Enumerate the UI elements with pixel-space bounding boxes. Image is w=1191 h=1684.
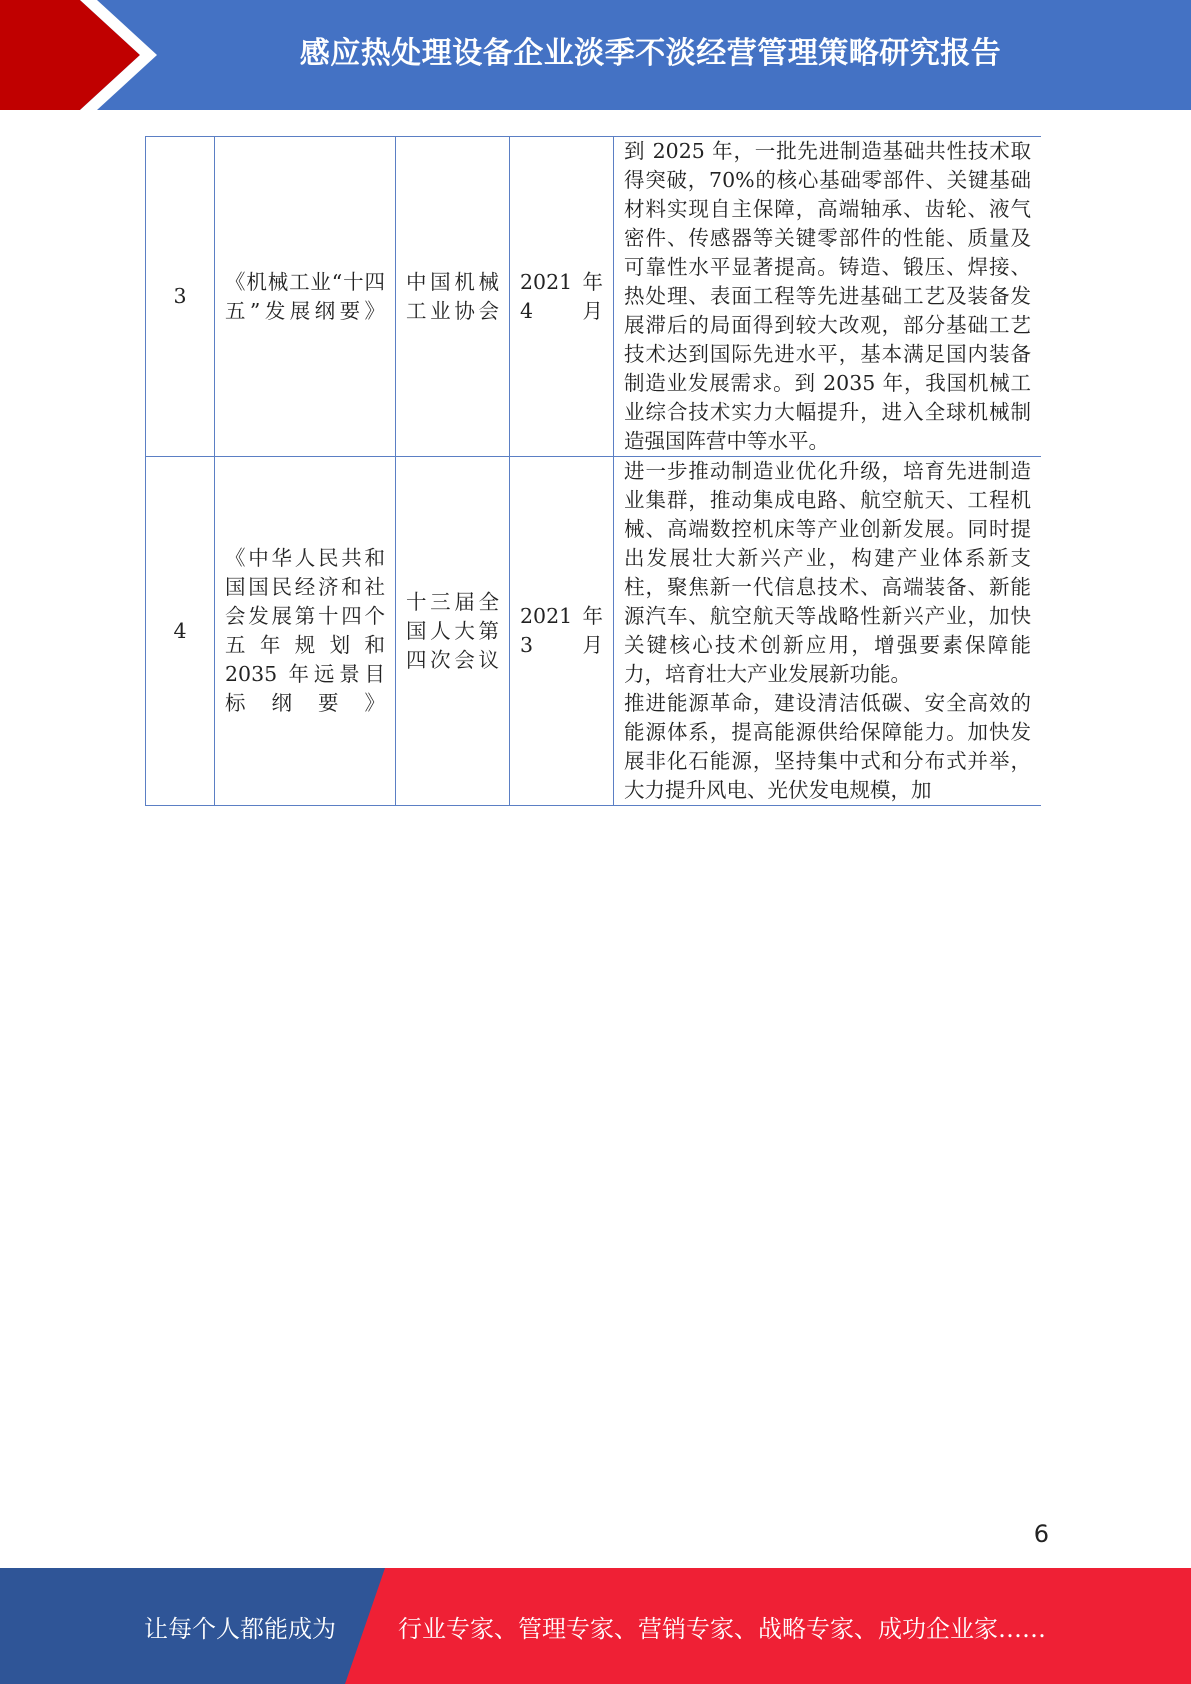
issuer-cell: 中国机械工业协会 bbox=[396, 137, 510, 457]
policy-name-cell: 《机械工业“十四五”发展纲要》 bbox=[215, 137, 396, 457]
content-paragraph: 进一步推动制造业优化升级，培育先进制造业集群，推动集成电路、航空航天、工程机械、高端数控机床等产业创新发展。同时提出发展壮大新兴产业，构建产业体系新支柱，聚焦新一代信息技术、高端装备、新能源汽车、航空航天等战略性新兴产业，加快关键核心技术创新应用，增强要素保障能力，培育壮大产业发展新功能。 bbox=[624, 459, 1031, 686]
issuer-cell: 十三届全国人大第四次会议 bbox=[396, 457, 510, 806]
content-paragraph: 到 2025 年，一批先进制造基础共性技术取得突破，70%的核心基础零部件、关键基础材料实现自主保障，高端轴承、齿轮、液气密件、传感器等关键零部件的性能、质量及可靠性水平显著提高。铸造、锻压、焊接、热处理、表面工程等先进基础工艺及装备发展滞后的局面得到较大改观，部分基础工艺技术达到国际先进水平，基本满足国内装备制造业发展需求。到 2035 年，我国机械工业综合技术实力大幅提升，进入全球机械制造强国阵营中等水平。 bbox=[624, 139, 1031, 453]
row-number-cell: 4 bbox=[146, 457, 215, 806]
date-cell: 2021 年 4 月 bbox=[510, 137, 614, 457]
page-footer bbox=[0, 1568, 1191, 1684]
footer-slogan-right: 行业专家、管理专家、营销专家、战略专家、成功企业家…… bbox=[398, 1614, 1046, 1643]
footer-slogan-left: 让每个人都能成为 bbox=[144, 1614, 336, 1643]
content-paragraph: 推进能源革命，建设清洁低碳、安全高效的能源体系，提高能源供给保障能力。加快发展非化石能源，坚持集中式和分布式并举，大力提升风电、光伏发电规模，加 bbox=[624, 691, 1031, 802]
table-row bbox=[146, 137, 1042, 457]
date-cell: 2021 年 3 月 bbox=[510, 457, 614, 806]
page-number: 6 bbox=[1033, 1520, 1049, 1548]
page-header bbox=[0, 0, 1191, 110]
content-cell bbox=[614, 137, 1042, 457]
header-arrow-decoration bbox=[0, 0, 170, 110]
policy-name-cell: 《中华人民共和国国民经济和社会发展第十四个五年规划和 2035 年远景目标纲要》 bbox=[215, 457, 396, 806]
content-cell bbox=[614, 457, 1042, 806]
report-title: 感应热处理设备企业淡季不淡经营管理策略研究报告 bbox=[299, 36, 1002, 71]
row-number-cell: 3 bbox=[146, 137, 215, 457]
policy-table-container bbox=[145, 136, 1041, 870]
policy-table bbox=[145, 136, 1041, 806]
table-row bbox=[146, 457, 1042, 806]
